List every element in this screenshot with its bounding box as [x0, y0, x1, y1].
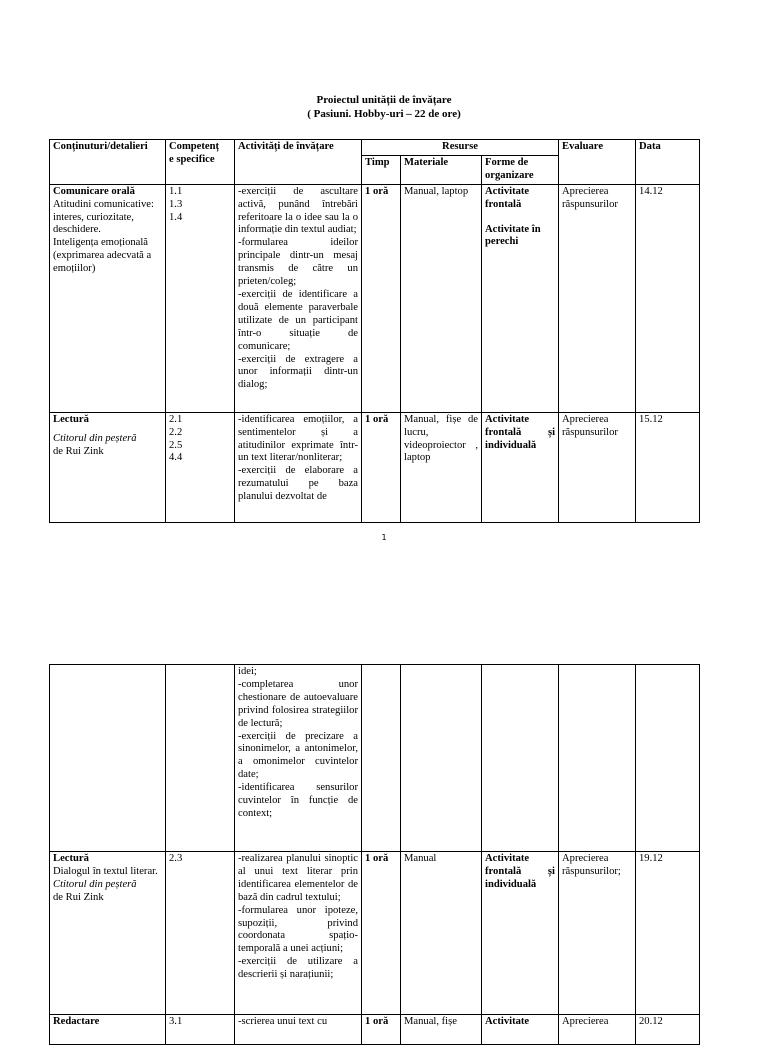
data-cell: 14.12: [636, 184, 700, 412]
data-cell: 19.12: [636, 852, 700, 1015]
content-cell: Redactare: [50, 1015, 166, 1045]
header-continuturi: Conținuturi/detalieri: [50, 140, 166, 185]
materiale-cell: Manual, fișe: [401, 1015, 482, 1045]
forme-cell: Activitate frontală și individuală: [482, 412, 559, 522]
evaluare-cell: Aprecierea răspunsurilor;: [559, 852, 636, 1015]
data-cell: [636, 665, 700, 852]
data-cell: 15.12: [636, 412, 700, 522]
competente-cell: [166, 665, 235, 852]
activitati-cell: -exerciții de ascultare activă, punând întrebări referitoare la o idee sau la o informație din textul audiat; -formularea ideilor principale dintr-un mesaj transmis de către un prieten/coleg; -exerciții de identificare a două elemente paraverbale utilizate de un participant într-o situație de comunicare; -exerciții de extragere a unor informații dintr-un dialog;: [235, 184, 362, 412]
header-forme: Forme de organizare: [482, 155, 559, 184]
timp-cell: [362, 665, 401, 852]
materiale-cell: Manual, fișe de lucru, videoproiector , laptop: [401, 412, 482, 522]
activitati-cell: -realizarea planului sinoptic al unui text literar prin identificarea elementelor de bază din cadrul textului; -formularea unor ipoteze, supoziții, privind coordonata spațio-temporală a unei acțiuni; -exerciții de utilizare a descrierii și narațiunii;: [235, 852, 362, 1015]
activitati-cell: -scrierea unui text cu: [235, 1015, 362, 1045]
evaluare-cell: Aprecierea răspunsurilor: [559, 184, 636, 412]
evaluare-cell: [559, 665, 636, 852]
content-cell: Lectură Dialogul în textul literar. Ctitorul din peșteră de Rui Zink: [50, 852, 166, 1015]
content-cell: Lectură Ctitorul din peșteră de Rui Zink: [50, 412, 166, 522]
timp-cell: 1 oră: [362, 852, 401, 1015]
header-evaluare: Evaluare: [559, 140, 636, 185]
timp-cell: 1 oră: [362, 184, 401, 412]
header-resurse: Resurse: [362, 140, 559, 156]
forme-cell: Activitate frontală Activitate în perechi: [482, 184, 559, 412]
timp-cell: 1 oră: [362, 412, 401, 522]
competente-cell: 1.1 1.3 1.4: [166, 184, 235, 412]
header-competente: Competenț e specifice: [166, 140, 235, 185]
competente-cell: 2.1 2.2 2.5 4.4: [166, 412, 235, 522]
forme-cell: Activitate: [482, 1015, 559, 1045]
learning-unit-table-page-1: [49, 139, 700, 523]
header-materiale: Materiale: [401, 155, 482, 184]
activitati-cell: idei; -completarea unor chestionare de autoevaluare privind folosirea strategiilor de lectură; -exerciții de precizare a sinonimelor, a antonimelor, a omonimelor cuvintelor date; -identificarea sensurilor cuvintelor în funcție de context;: [235, 665, 362, 852]
header-timp: Timp: [362, 155, 401, 184]
materiale-cell: Manual: [401, 852, 482, 1015]
learning-unit-table-page-2: [49, 664, 700, 1045]
document-title: Proiectul unității de învățare: [316, 94, 452, 106]
content-cell: [50, 665, 166, 852]
competente-cell: 3.1: [166, 1015, 235, 1045]
forme-cell: [482, 665, 559, 852]
timp-cell: 1 oră: [362, 1015, 401, 1045]
forme-cell: Activitate frontală și individuală: [482, 852, 559, 1015]
evaluare-cell: Aprecierea răspunsurilor: [559, 412, 636, 522]
page-number: 1: [381, 533, 387, 542]
materiale-cell: [401, 665, 482, 852]
materiale-cell: Manual, laptop: [401, 184, 482, 412]
competente-cell: 2.3: [166, 852, 235, 1015]
header-activitati: Activități de învățare: [235, 140, 362, 185]
activitati-cell: -identificarea emoțiilor, a sentimentelor și a atitudinilor exprimate într-un text literar/nonliterar; -exerciții de elaborare a rezumatului pe baza planului dezvoltat de: [235, 412, 362, 522]
evaluare-cell: Aprecierea: [559, 1015, 636, 1045]
data-cell: 20.12: [636, 1015, 700, 1045]
document-subtitle: ( Pasiuni. Hobby-uri – 22 de ore): [307, 108, 461, 120]
content-cell: Comunicare orală Atitudini comunicative: interes, curiozitate, deschidere. Inteligența emoțională (exprimarea adecvată a emoțiilor): [50, 184, 166, 412]
header-data: Data: [636, 140, 700, 185]
